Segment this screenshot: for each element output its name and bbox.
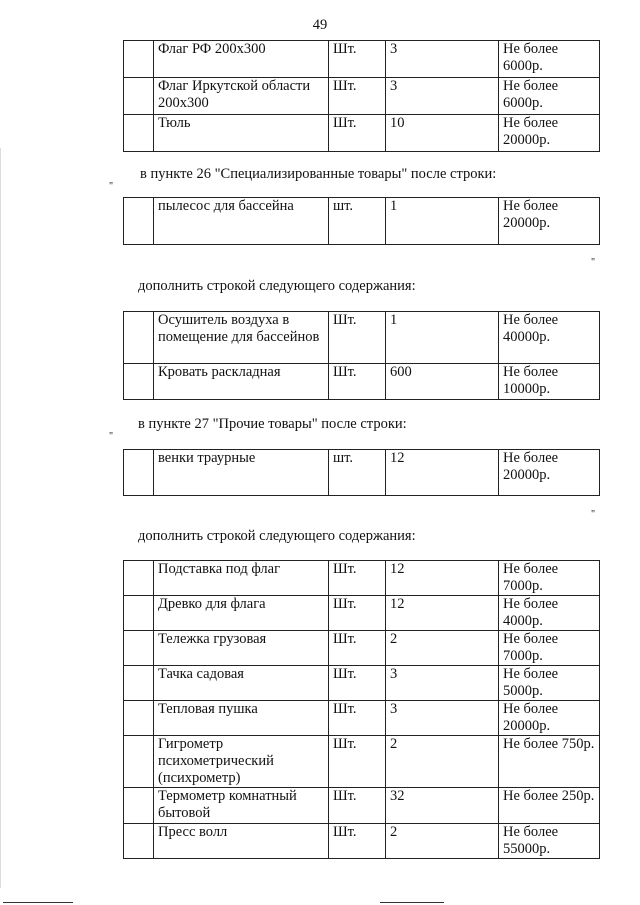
name-cell: Осушитель воздуха в помещение для бассейнов [154,312,329,364]
num-cell [124,631,154,666]
num-cell [124,561,154,596]
price-cell: Не более 6000р. [499,78,600,115]
name-cell: Тачка садовая [154,666,329,701]
qty-cell: 3 [386,41,499,78]
quote-mark-open: " [109,181,114,192]
table-after-row-27 [123,449,600,496]
name-cell: Подставка под флаг [154,561,329,596]
qty-cell: 32 [386,788,499,824]
name-cell: венки траурные [154,450,329,496]
price-cell: Не более 55000р. [499,824,600,859]
qty-cell: 2 [386,824,499,859]
paragraph-item-27: в пункте 27 "Прочие товары" после строки: [138,416,407,432]
footer-rule-right [380,902,444,903]
table-row [124,78,600,115]
num-cell [124,364,154,400]
price-cell: Не более 20000р. [499,450,600,496]
table-row [124,596,600,631]
table-flags [123,40,600,152]
name-cell: Пресс волл [154,824,329,859]
num-cell [124,312,154,364]
qty-cell: 2 [386,631,499,666]
price-cell: Не более 750р. [499,736,600,788]
unit-cell: Шт. [329,701,386,736]
qty-cell: 3 [386,701,499,736]
qty-cell: 1 [386,198,499,245]
num-cell [124,41,154,78]
unit-cell: Шт. [329,788,386,824]
unit-cell: Шт. [329,78,386,115]
unit-cell: Шт. [329,41,386,78]
qty-cell: 12 [386,450,499,496]
price-cell: Не более 20000р. [499,701,600,736]
unit-cell: Шт. [329,666,386,701]
unit-cell: шт. [329,198,386,245]
num-cell [124,736,154,788]
name-cell: Флаг РФ 200х300 [154,41,329,78]
num-cell [124,450,154,496]
quote-mark-close: " [591,509,596,520]
unit-cell: Шт. [329,631,386,666]
qty-cell: 600 [386,364,499,400]
price-cell: Не более 20000р. [499,198,600,245]
table-row [124,41,600,78]
price-cell: Не более 20000р. [499,115,600,152]
name-cell: Флаг Иркутской области 200х300 [154,78,329,115]
num-cell [124,596,154,631]
table-row [124,701,600,736]
qty-cell: 12 [386,596,499,631]
num-cell [124,701,154,736]
table-row [124,450,600,496]
price-cell: Не более 4000р. [499,596,600,631]
table-row [124,736,600,788]
table-supplement-26 [123,311,600,400]
quote-mark-close: " [591,257,596,268]
paragraph-item-26: в пункте 26 "Специализированные товары" после строки: [140,166,497,182]
table-row [124,312,600,364]
num-cell [124,666,154,701]
table-row [124,631,600,666]
price-cell: Не более 250р. [499,788,600,824]
scan-edge-line [0,148,1,888]
page-number: 49 [312,17,328,33]
table-after-row-26 [123,197,600,245]
name-cell: Кровать раскладная [154,364,329,400]
unit-cell: шт. [329,450,386,496]
qty-cell: 3 [386,78,499,115]
table-row [124,666,600,701]
quote-mark-open: " [109,431,114,442]
table-row [124,198,600,245]
unit-cell: Шт. [329,115,386,152]
price-cell: Не более 40000р. [499,312,600,364]
qty-cell: 3 [386,666,499,701]
num-cell [124,788,154,824]
name-cell: Тележка грузовая [154,631,329,666]
price-cell: Не более 10000р. [499,364,600,400]
unit-cell: Шт. [329,824,386,859]
unit-cell: Шт. [329,312,386,364]
name-cell: Тепловая пушка [154,701,329,736]
qty-cell: 10 [386,115,499,152]
unit-cell: Шт. [329,736,386,788]
qty-cell: 2 [386,736,499,788]
table-row [124,561,600,596]
name-cell: Древко для флага [154,596,329,631]
name-cell: Гигрометр психометрический (психрометр) [154,736,329,788]
table-row [124,364,600,400]
unit-cell: Шт. [329,561,386,596]
unit-cell: Шт. [329,364,386,400]
table-row [124,788,600,824]
table-row [124,824,600,859]
qty-cell: 12 [386,561,499,596]
name-cell: Термометр комнатный бытовой [154,788,329,824]
paragraph-supplement-2: дополнить строкой следующего содержания: [138,528,416,544]
price-cell: Не более 6000р. [499,41,600,78]
paragraph-supplement-1: дополнить строкой следующего содержания: [138,278,416,294]
num-cell [124,198,154,245]
num-cell [124,824,154,859]
name-cell: Тюль [154,115,329,152]
qty-cell: 1 [386,312,499,364]
unit-cell: Шт. [329,596,386,631]
price-cell: Не более 7000р. [499,631,600,666]
price-cell: Не более 7000р. [499,561,600,596]
table-row [124,115,600,152]
price-cell: Не более 5000р. [499,666,600,701]
name-cell: пылесос для бассейна [154,198,329,245]
num-cell [124,115,154,152]
footer-rule-left [3,902,73,903]
table-supplement-27 [123,560,600,859]
num-cell [124,78,154,115]
